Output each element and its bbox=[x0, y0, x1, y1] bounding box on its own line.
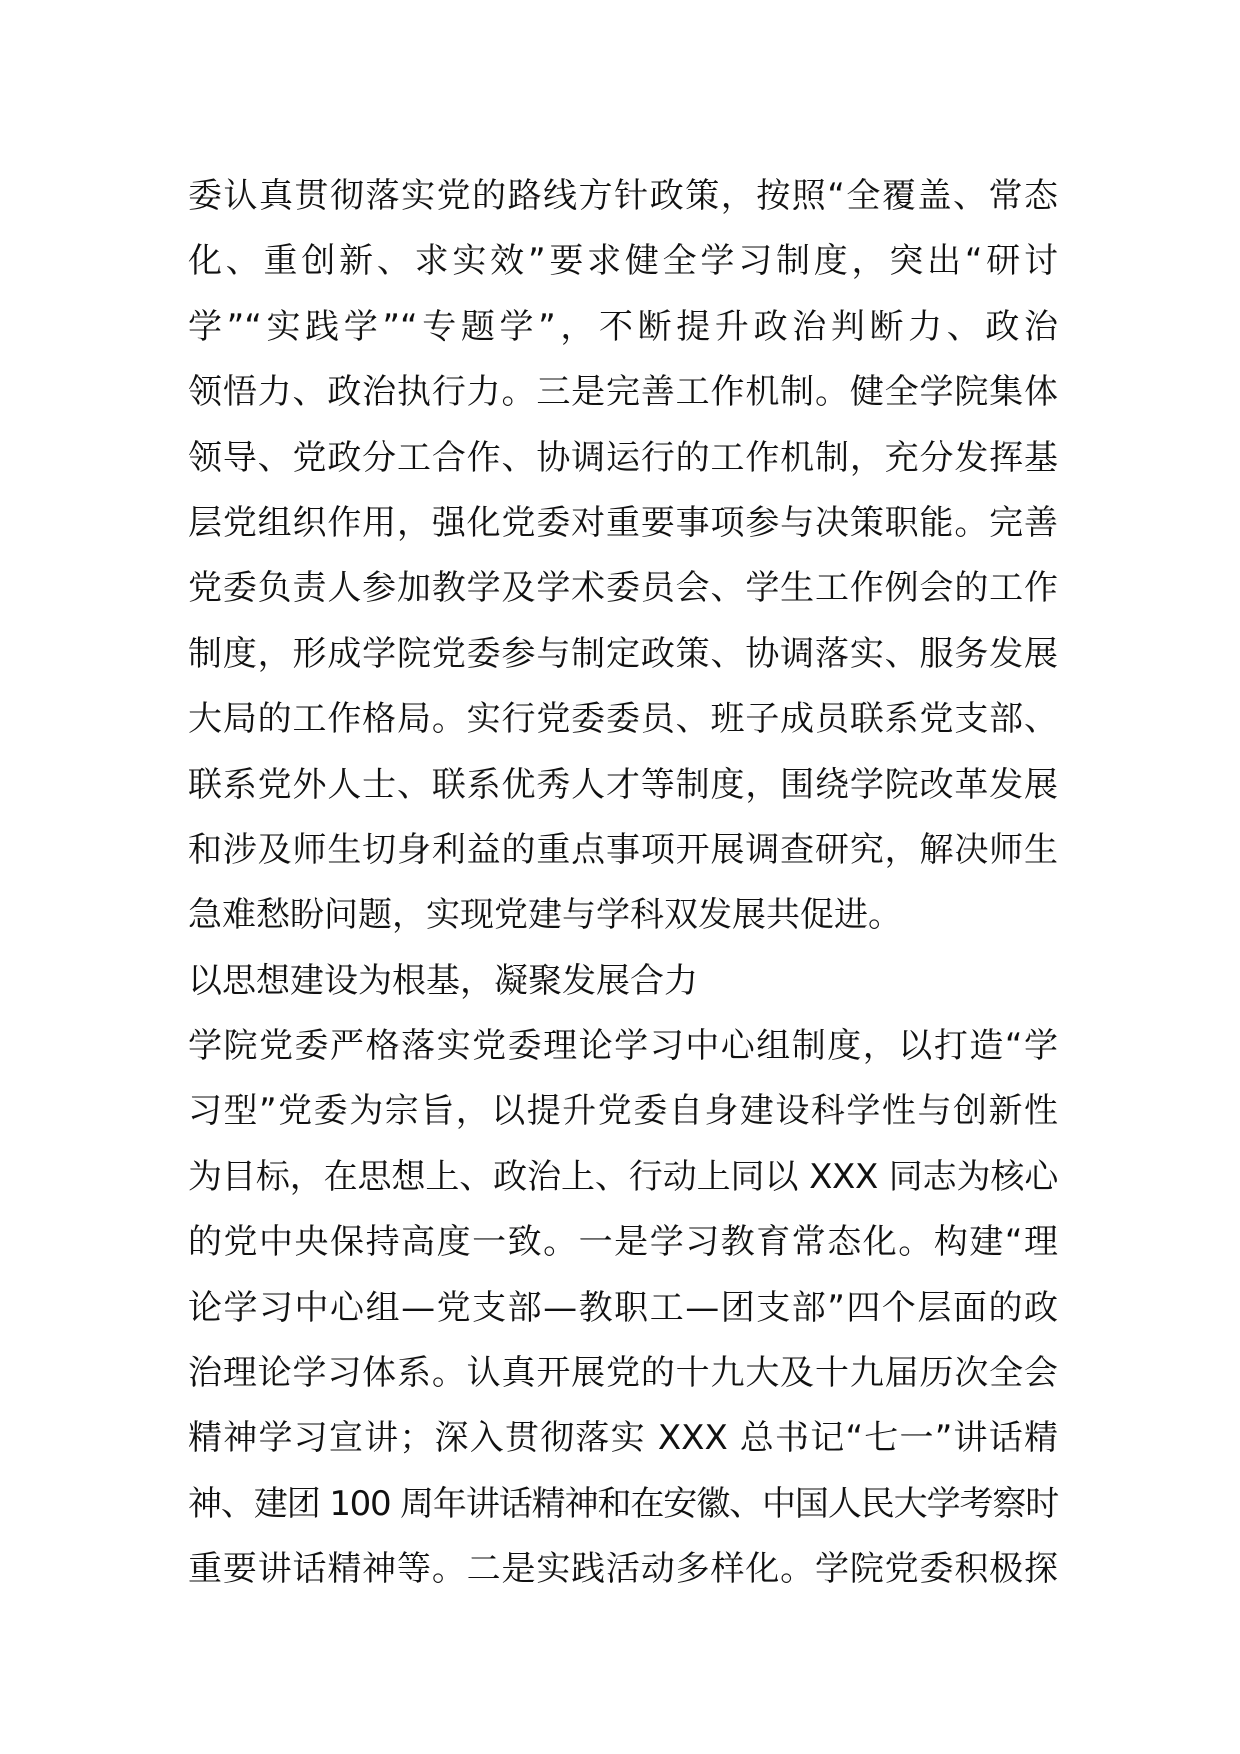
text-line: 党委负责人参加教学及学术委员会、学生工作例会的工作 bbox=[188, 568, 1058, 609]
text-line: 委认真贯彻落实党的路线方针政策，按照“全覆盖、常态 bbox=[188, 176, 1058, 216]
text-line: 和涉及师生切身利益的重点事项开展调查研究，解决师生 bbox=[188, 829, 1058, 870]
text-line: 学院党委严格落实党委理论学习中心组制度，以打造“学 bbox=[188, 1026, 1058, 1067]
text-line: 制度，形成学院党委参与制定政策、协调落实、服务发展 bbox=[188, 633, 1058, 674]
section-heading: 以思想建设为根基，凝聚发展合力 bbox=[188, 960, 698, 1001]
text-line: 神、建团 100 周年讲话精神和在安徽、中国人民大学考察时 bbox=[188, 1483, 1058, 1524]
paragraph-end-line: 急难愁盼问题，实现党建与学科双发展共促进。 bbox=[188, 895, 902, 936]
text-line: 学”“实践学”“专题学”，不断提升政治判断力、政治 bbox=[188, 306, 1058, 347]
text-line: 领导、党政分工合作、协调运行的工作机制，充分发挥基 bbox=[188, 437, 1058, 478]
document-body bbox=[188, 164, 1058, 1603]
text-line: 为目标，在思想上、政治上、行动上同以 XXX 同志为核心 bbox=[188, 1156, 1058, 1197]
text-line: 化、重创新、求实效”要求健全学习制度，突出“研讨 bbox=[188, 241, 1058, 282]
text-line: 层党组织作用，强化党委对重要事项参与决策职能。完善 bbox=[188, 502, 1058, 543]
text-line: 精神学习宣讲；深入贯彻落实 XXX 总书记“七一”讲话精 bbox=[188, 1418, 1058, 1459]
text-line: 的党中央保持高度一致。一是学习教育常态化。构建“理 bbox=[188, 1222, 1058, 1263]
text-line: 治理论学习体系。认真开展党的十九大及十九届历次全会 bbox=[188, 1353, 1058, 1394]
text-line: 论学习中心组—党支部—教职工—团支部”四个层面的政 bbox=[188, 1287, 1058, 1328]
text-line: 习型”党委为宗旨，以提升党委自身建设科学性与创新性 bbox=[188, 1091, 1058, 1132]
text-line: 重要讲话精神等。二是实践活动多样化。学院党委积极探 bbox=[188, 1549, 1058, 1590]
text-line: 领悟力、政治执行力。三是完善工作机制。健全学院集体 bbox=[188, 372, 1058, 413]
text-line: 大局的工作格局。实行党委委员、班子成员联系党支部、 bbox=[188, 699, 1058, 740]
text-line: 联系党外人士、联系优秀人才等制度，围绕学院改革发展 bbox=[188, 764, 1058, 805]
